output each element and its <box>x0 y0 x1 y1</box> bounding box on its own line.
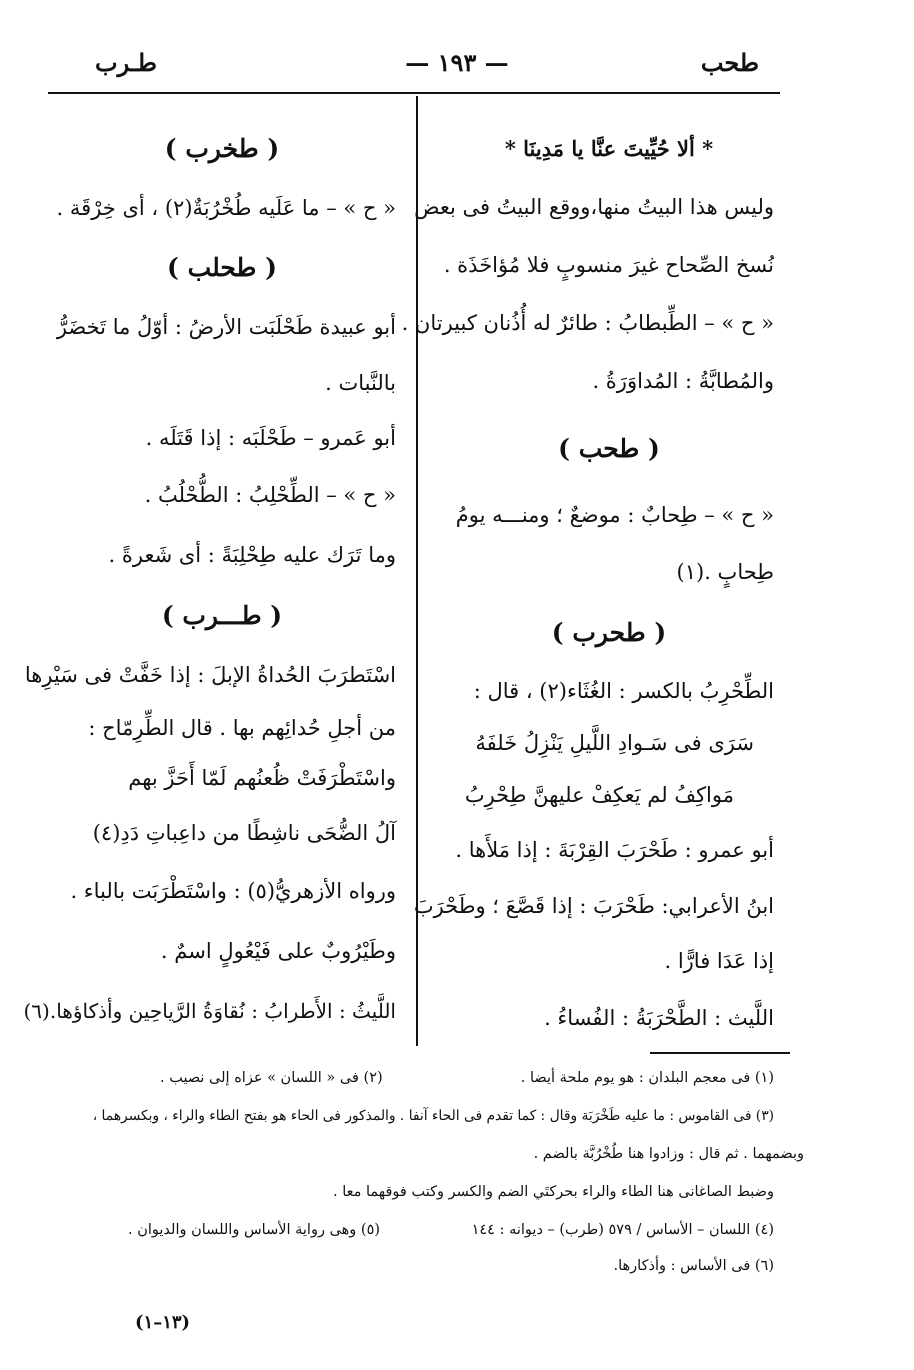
text-line: اسْتَطرَبَ الحُداةُ الإبلَ : إذا خَفَّتْ فى سَيْرِها <box>24 663 396 687</box>
footnote-6: (٦) فى الأساس : وأذكارها. <box>613 1258 774 1274</box>
header-left-word: طـرب <box>95 48 157 77</box>
right-column <box>401 120 774 1047</box>
entry-heading-tarab: ( طـــرب ) <box>161 601 283 630</box>
text-line: إذا عَدَا فارًّا . <box>664 949 774 973</box>
text-line: وما تَرَك عليه طِحْلِبَةً : أى شَعرةً . <box>108 543 396 567</box>
footnote-2: (٢) فى « اللسان » عزاه إلى نصيب . <box>160 1070 383 1086</box>
text-line: « ح » – طِحابٌ : موضعٌ ؛ ومنـــه يومُ <box>455 503 774 527</box>
footnote-rule <box>650 1052 790 1054</box>
footnote-3-cont: وضبط الصاغانى هنا الطاء والراء بحركتَي الضم والكسر وكتب فوقهما معا . <box>333 1184 774 1200</box>
entry-heading-tahb: ( طحب ) <box>558 434 660 463</box>
text-line: ابنُ الأعرابي: طَحْرَبَ : إذا قَصَّعَ ؛ وطَحْرَبَ <box>413 894 774 918</box>
text-line: اللَّيث : الطَّحْرَبَةُ : الفُساءُ . <box>544 1006 774 1030</box>
footnote-1: (١) فى معجم البلدان : هو يوم ملحة أيضا . <box>520 1070 774 1086</box>
text-line: وليس هذا البيتُ منها،ووقع البيتُ فى بعض <box>414 195 774 219</box>
text-line: من أجلِ حُدائِهم بها . قال الطِّرِمّاح : <box>88 716 396 740</box>
text-line: أبو عمرو : طَحْرَبَ القِرْبَةَ : إذا مَلأَها . <box>455 838 774 862</box>
text-line: ورواه الأزهريُّ(٥) : واسْتَطْرَبَت بالباء . <box>70 879 396 903</box>
verse-line: آلُ الضُّحَى ناشِطًا من داعِباتِ دَدِ(٤) <box>92 821 396 845</box>
verse-line: * ألا حُيِّيتَ عنَّا يا مَدِينَا * <box>504 136 714 161</box>
text-line: بالنَّبات . <box>325 371 396 395</box>
text-line: « ح » – ما عَلَيه طُخْرُبَةٌ(٢) ، أى خِرْقَة . <box>56 196 396 220</box>
text-line: وطَيْرُوبٌ على فَيْعُولٍ اسمٌ . <box>160 939 396 963</box>
entry-heading-tahrab: ( طحرب ) <box>551 618 667 647</box>
footnote-row <box>60 1070 774 1086</box>
page-number: — ١٩٣ — <box>405 48 509 77</box>
text-line: أبو عبيدة طَحْلَبَت الأرضُ : أوّلُ ما تَخضَرُّ <box>56 315 396 339</box>
footnote-3: (٣) فى القاموس : ما عليه طَخْرَبَة وقال : كما تقدم فى الحاء آنفا . والمذكور فى الحاء هو بفتح الطاء والراء ، وبكسرهما ، <box>92 1108 774 1124</box>
header-rule <box>48 92 780 94</box>
text-line: طِحابٍ .(١) <box>676 560 774 584</box>
signature-mark: (١٣–١) <box>135 1312 191 1333</box>
footnote-row <box>60 1222 774 1238</box>
footnote-4: (٤) اللسان – الأساس / ٥٧٩ (طرب) – ديوانه : ١٤٤ <box>471 1222 774 1238</box>
footnote-3-cont: وبضمهما . ثم قال : وزادوا هنا طُخْرُبَّة بالضم . <box>533 1146 804 1162</box>
verse-line: واسْتَطْرَفَتْ ظُعنُهم لَمّا أَحَزَّ بهم <box>128 766 396 790</box>
text-line: الطِّحْرِبُ بالكسر : الغُثَاء(٢) ، قال : <box>473 679 774 703</box>
text-line: والمُطابَّةُ : المُداوَرَةُ . <box>592 369 774 393</box>
text-line: اللَّيثُ : الأَطرابُ : نُقاوَةُ الرَّياحِين وأذكاؤها.(٦) <box>23 999 396 1023</box>
text-line: « ح » – الطِّبطابُ : طائرٌ له أُذُنان كبيرتان . <box>401 311 774 335</box>
footnote-5: (٥) وهى رواية الأساس واللسان والديوان . <box>128 1222 381 1238</box>
text-line: أبو عَمرو – طَحْلَبَه : إذا قَتَلَه . <box>145 426 396 450</box>
verse-line: سَرَى فى سَـوادِ اللَّيلِ يَنْزِلُ خَلفَهُ <box>475 731 754 755</box>
entry-heading-tahlab: ( طحلب ) <box>167 253 277 282</box>
header-right-word: طحب <box>700 48 759 77</box>
text-line: نُسخ الصِّحاح غيرَ منسوبٍ فلا مُؤاخَذَة . <box>443 253 774 277</box>
text-line: « ح » – الطِّحْلِبُ : الطُّحْلُبُ . <box>144 483 396 507</box>
entry-heading-takhrab: ( طخرب ) <box>164 134 280 163</box>
verse-line: مَواكِفُ لم يَعكِفْ عليهنَّ طِحْرِبُ <box>464 783 734 807</box>
left-column <box>23 120 396 1040</box>
